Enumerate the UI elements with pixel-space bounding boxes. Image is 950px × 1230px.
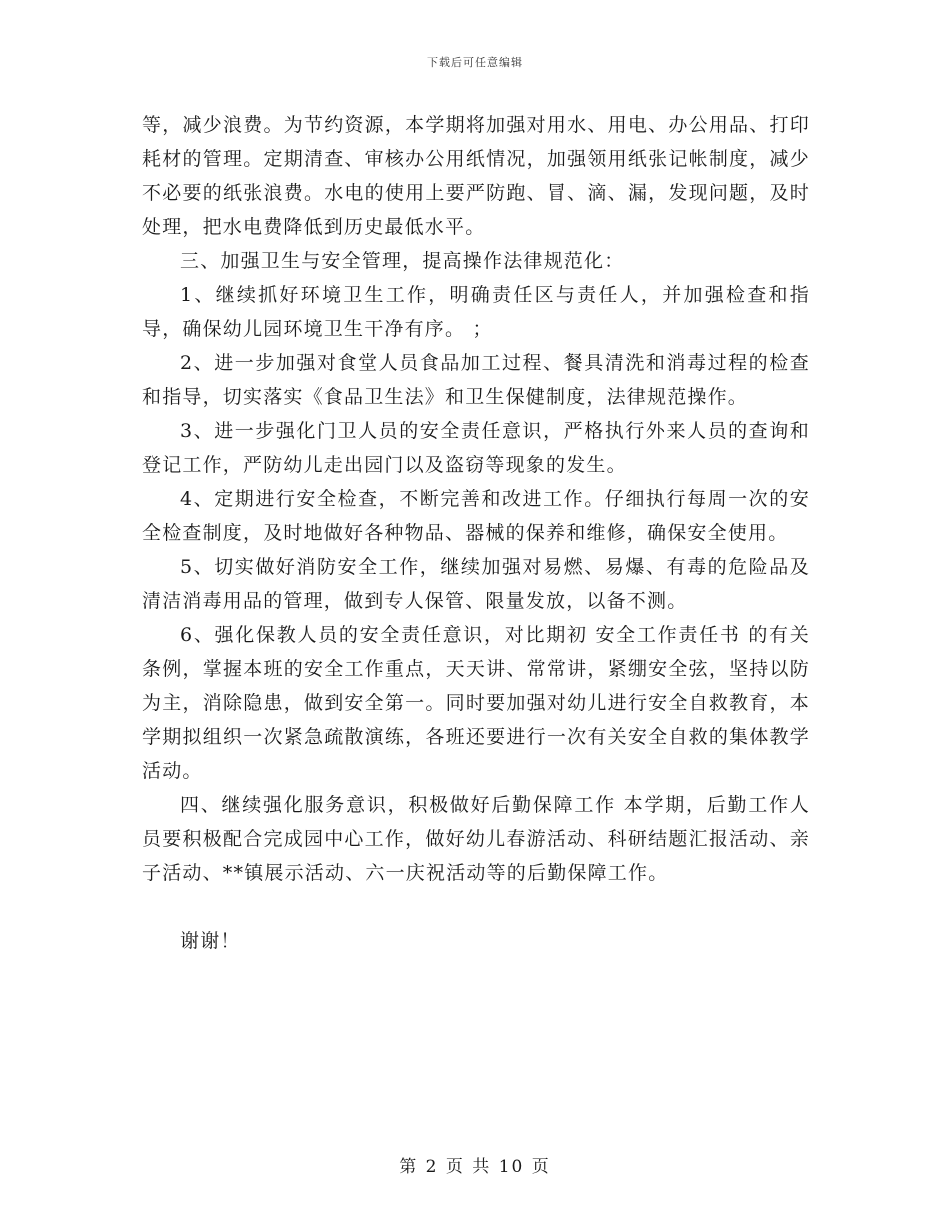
list-item-5: 5、切实做好消防安全工作，继续加强对易燃、易爆、有毒的危险品及清洁消毒用品的管理，做到专人保管、限量发放，以备不测。 [142,556,810,612]
document-body [142,108,810,958]
closing-text: 谢谢！ [180,930,241,952]
page-number: 第 2 页 共 10 页 [399,1157,551,1177]
section-heading-3: 三、加强卫生与安全管理，提高操作法律规范化： [180,250,625,272]
list-item-3: 3、进一步强化门卫人员的安全责任意识，严格执行外来人员的查询和登记工作，严防幼儿走出园门以及盗窃等现象的发生。 [142,420,810,476]
list-item-4: 4、定期进行安全检查，不断完善和改进工作。仔细执行每周一次的安全检查制度，及时地做好各种物品、器械的保养和维修，确保安全使用。 [142,488,810,544]
page-header: 下载后可任意编辑 [427,56,523,69]
section-heading-4: 四、继续强化服务意识，积极做好后勤保障工作 本学期，后勤工作人员要积极配合完成园中心工作，做好幼儿春游活动、科研结题汇报活动、亲子活动、**镇展示活动、六一庆祝活动等的后勤保障工作。 [142,794,810,884]
list-item-6: 6、强化保教人员的安全责任意识，对比期初 安全工作责任书 的有关条例，掌握本班的安全工作重点，天天讲、常常讲，紧绷安全弦，坚持以防为主，消除隐患，做到安全第一。同时要加强对幼儿进行安全自救教育，本学期拟组织一次紧急疏散演练，各班还要进行一次有关安全自救的集体教学活动。 [142,624,810,782]
list-item-2: 2、进一步加强对食堂人员食品加工过程、餐具清洗和消毒过程的检查和指导，切实落实《食品卫生法》和卫生保健制度，法律规范操作。 [142,352,810,408]
list-item-1: 1、继续抓好环境卫生工作，明确责任区与责任人，并加强检查和指导，确保幼儿园环境卫生干净有序。 ； [142,284,810,340]
paragraph-continuation: 等，减少浪费。为节约资源，本学期将加强对用水、用电、办公用品、打印耗材的管理。定期清查、审核办公用纸情况，加强领用纸张记帐制度，减少不必要的纸张浪费。水电的使用上要严防跑、冒、滴、漏，发现问题，及时处理，把水电费降低到历史最低水平。 [142,114,810,238]
